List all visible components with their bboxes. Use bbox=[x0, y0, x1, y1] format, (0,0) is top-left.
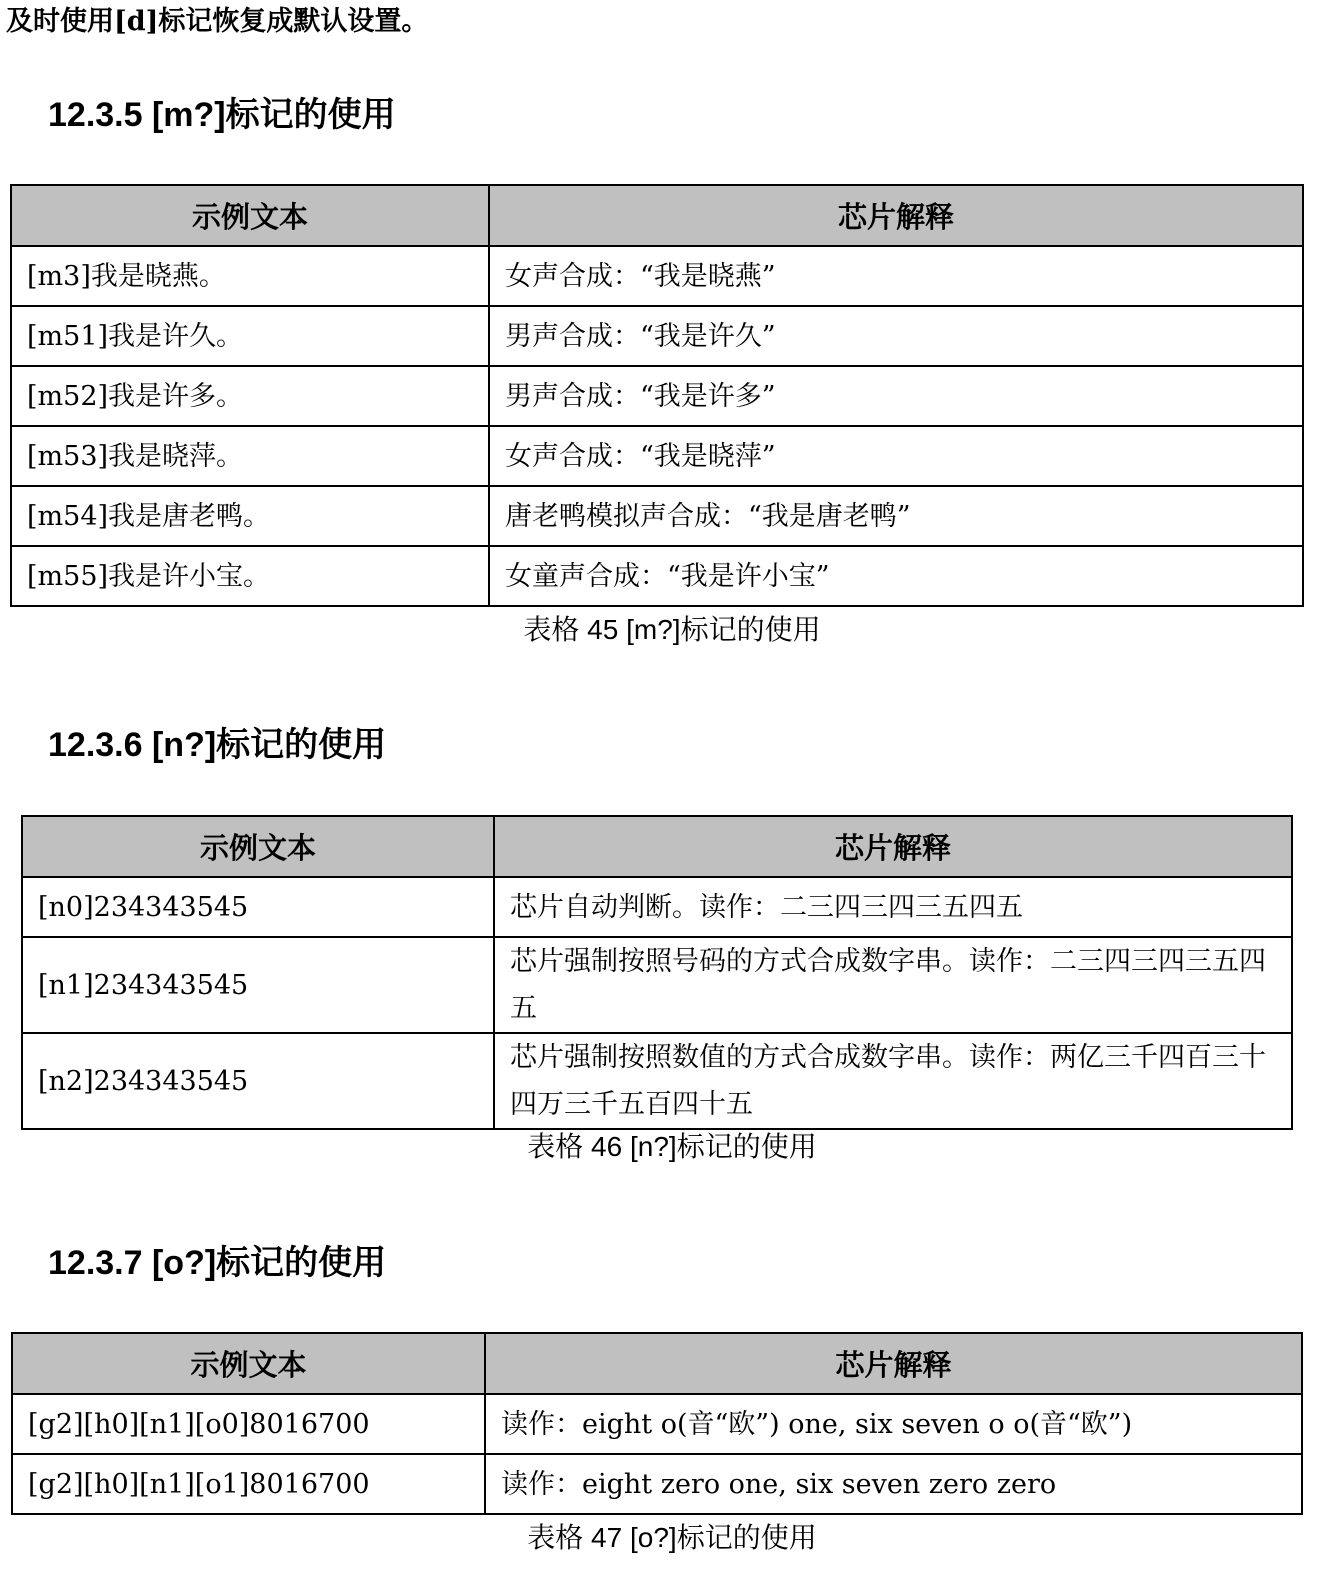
table-caption: 表格 45 [m?]标记的使用 bbox=[523, 614, 821, 645]
example-cell: [m3]我是晓燕。 bbox=[11, 246, 489, 306]
column-header-interpretation: 芯片解释 bbox=[485, 1333, 1302, 1394]
table-caption: 表格 47 [o?]标记的使用 bbox=[527, 1522, 817, 1553]
table-row bbox=[11, 426, 1303, 486]
column-header-example: 示例文本 bbox=[12, 1333, 485, 1394]
table-row bbox=[22, 937, 1292, 1033]
table-header-row bbox=[22, 816, 1292, 877]
table-row bbox=[11, 486, 1303, 546]
interpretation-cell: 女声合成：“我是晓燕” bbox=[489, 246, 1303, 306]
table-row bbox=[22, 877, 1292, 937]
section-heading-n: 12.3.6 [n?]标记的使用 bbox=[48, 726, 387, 764]
example-cell: [m54]我是唐老鸭。 bbox=[11, 486, 489, 546]
example-cell: [g2][h0][n1][o0]8016700 bbox=[12, 1394, 485, 1454]
table-row bbox=[11, 546, 1303, 606]
section-heading-m: 12.3.5 [m?]标记的使用 bbox=[48, 96, 396, 134]
example-cell: [m55]我是许小宝。 bbox=[11, 546, 489, 606]
table-n-tag bbox=[21, 815, 1293, 1130]
table-header-row bbox=[11, 185, 1303, 246]
interpretation-cell: 芯片强制按照数值的方式合成数字串。读作：两亿三千四百三十四万三千五百四十五 bbox=[494, 1033, 1292, 1129]
table-row bbox=[12, 1394, 1302, 1454]
table-row bbox=[11, 246, 1303, 306]
interpretation-cell: 芯片强制按照号码的方式合成数字串。读作：二三四三四三五四五 bbox=[494, 937, 1292, 1033]
section-heading-o: 12.3.7 [o?]标记的使用 bbox=[48, 1244, 387, 1282]
interpretation-cell: 读作：eight o(音“欧”) one, six seven o o(音“欧”) bbox=[485, 1394, 1302, 1454]
interpretation-cell: 男声合成：“我是许多” bbox=[489, 366, 1303, 426]
interpretation-cell: 芯片自动判断。读作：二三四三四三五四五 bbox=[494, 877, 1292, 937]
interpretation-cell: 女童声合成：“我是许小宝” bbox=[489, 546, 1303, 606]
column-header-interpretation: 芯片解释 bbox=[489, 185, 1303, 246]
example-cell: [n1]234343545 bbox=[22, 937, 494, 1033]
table-row bbox=[11, 306, 1303, 366]
table-o-tag bbox=[11, 1332, 1303, 1515]
interpretation-cell: 唐老鸭模拟声合成：“我是唐老鸭” bbox=[489, 486, 1303, 546]
interpretation-cell: 女声合成：“我是晓萍” bbox=[489, 426, 1303, 486]
table-m-tag bbox=[10, 184, 1304, 607]
example-cell: [n2]234343545 bbox=[22, 1033, 494, 1129]
example-cell: [m51]我是许久。 bbox=[11, 306, 489, 366]
column-header-interpretation: 芯片解释 bbox=[494, 816, 1292, 877]
example-cell: [n0]234343545 bbox=[22, 877, 494, 937]
table-caption: 表格 46 [n?]标记的使用 bbox=[527, 1131, 817, 1162]
interpretation-cell: 男声合成：“我是许久” bbox=[489, 306, 1303, 366]
example-cell: [g2][h0][n1][o1]8016700 bbox=[12, 1454, 485, 1514]
intro-text: 及时使用[d]标记恢复成默认设置。 bbox=[6, 6, 429, 37]
table-header-row bbox=[12, 1333, 1302, 1394]
table-row bbox=[11, 366, 1303, 426]
column-header-example: 示例文本 bbox=[11, 185, 489, 246]
column-header-example: 示例文本 bbox=[22, 816, 494, 877]
example-cell: [m52]我是许多。 bbox=[11, 366, 489, 426]
interpretation-cell: 读作：eight zero one, six seven zero zero bbox=[485, 1454, 1302, 1514]
example-cell: [m53]我是晓萍。 bbox=[11, 426, 489, 486]
table-row bbox=[22, 1033, 1292, 1129]
table-row bbox=[12, 1454, 1302, 1514]
